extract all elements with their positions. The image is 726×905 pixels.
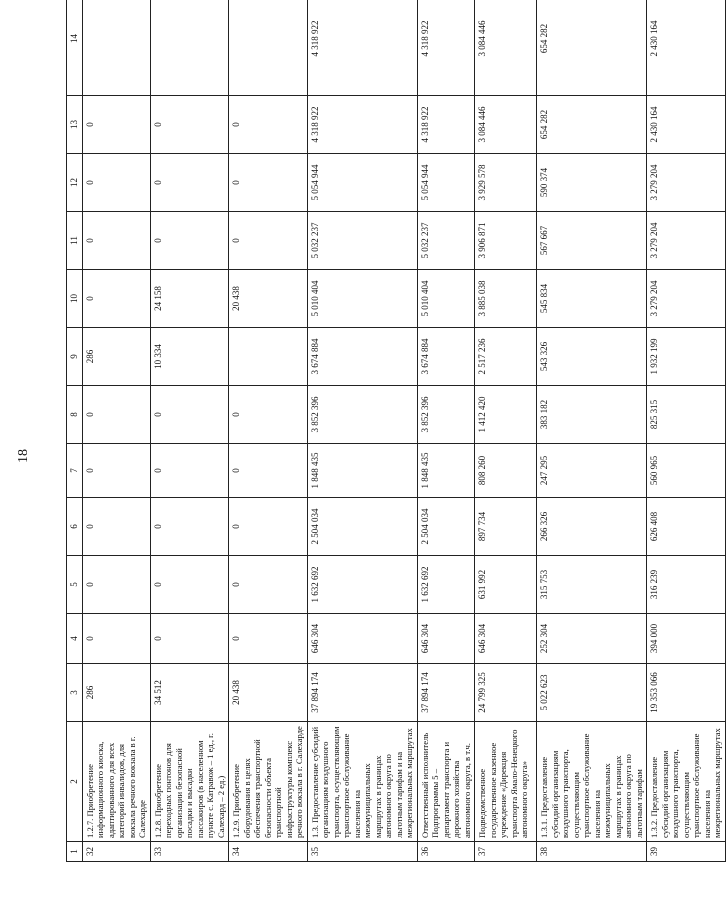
value-cell: 0 (82, 386, 150, 444)
value-cell: 37 894 174 (307, 664, 417, 722)
rotated-table-container (66, 2, 722, 862)
header-cell: 13 (67, 96, 83, 154)
value-cell: 4 318 922 (417, 96, 475, 154)
row-name-cell: Подведомственное государственное казенное учреждение «Дирекция транспорта Ямало-Ненецкого автономного округа» (475, 722, 537, 842)
row-name-cell: 1.3. Предоставление субсидий организациям воздушного транспорта, осуществляющим транспортное обслуживание населения на межмуниципальных маршрутах в границах автономного округа по льготным тарифам и на межрегиональных маршрутах (307, 722, 417, 842)
header-cell: 11 (67, 212, 83, 270)
value-cell: 4 318 922 (307, 96, 417, 154)
header-row (67, 0, 83, 862)
value-cell: 2 504 034 (307, 498, 417, 556)
value-cell: 1 632 692 (417, 556, 475, 614)
header-cell: 9 (67, 328, 83, 386)
row-number-cell: 33 (150, 842, 229, 862)
row-number-cell: 36 (417, 842, 475, 862)
value-cell: 0 (229, 386, 308, 444)
table-row (150, 0, 229, 862)
row-name-cell: 1.2.7. Приобретение информационного киоска, адаптированного для всех категорий инвалидов, для вокзала речного вокзала в г. Салехарде (82, 722, 150, 842)
header-cell: 5 (67, 556, 83, 614)
value-cell: 1 412 420 (475, 386, 537, 444)
header-cell: 4 (67, 614, 83, 664)
table-row (229, 0, 308, 862)
value-cell: 545 834 (537, 270, 647, 328)
value-cell: 2 430 164 (647, 0, 726, 96)
value-cell: 808 260 (475, 444, 537, 498)
value-cell: 286 (82, 328, 150, 386)
value-cell: 897 734 (475, 498, 537, 556)
value-cell: 0 (229, 96, 308, 154)
value-cell: 383 182 (537, 386, 647, 444)
value-cell: 3 929 578 (475, 154, 537, 212)
value-cell: 0 (229, 212, 308, 270)
value-cell: 0 (150, 96, 229, 154)
value-cell: 2 504 034 (417, 498, 475, 556)
header-cell: 1 (67, 842, 83, 862)
value-cell: 5 054 944 (307, 154, 417, 212)
value-cell: 590 374 (537, 154, 647, 212)
value-cell: 0 (82, 614, 150, 664)
value-cell: 654 282 (537, 96, 647, 154)
row-name-cell: 1.2.9. Приобретение оборудования в целях обеспечения транспортной безопасности объекта транспортной инфраструктуры комплекс речного вокзала в г. Салехарде (229, 722, 308, 842)
value-cell: 0 (229, 444, 308, 498)
value-cell: 10 334 (150, 328, 229, 386)
row-name-cell: 1.3.2. Предоставление субсидий организациям воздушного транспорта, осуществляющим транспортное обслуживание населения на межрегиональных маршрутах (647, 722, 726, 842)
value-cell: 34 512 (150, 664, 229, 722)
value-cell: 646 304 (475, 614, 537, 664)
table-row (417, 0, 475, 862)
table-row (82, 0, 150, 862)
value-cell: 266 326 (537, 498, 647, 556)
value-cell: 0 (150, 614, 229, 664)
value-cell: 0 (82, 212, 150, 270)
row-name-cell: Ответственный исполнитель Подпрограммы 5 – департамент транспорта и дорожного хозяйства автономного округа, в т.ч. (417, 722, 475, 842)
value-cell: 646 304 (307, 614, 417, 664)
value-cell: 560 965 (647, 444, 726, 498)
value-cell: 5 054 944 (417, 154, 475, 212)
value-cell: 567 667 (537, 212, 647, 270)
value-cell: 626 408 (647, 498, 726, 556)
value-cell: 0 (150, 212, 229, 270)
value-cell: 394 000 (647, 614, 726, 664)
value-cell: 1 848 435 (417, 444, 475, 498)
value-cell: 24 799 325 (475, 664, 537, 722)
table-row (307, 0, 417, 862)
value-cell: 0 (229, 498, 308, 556)
value-cell: 0 (82, 444, 150, 498)
value-cell: 1 632 692 (307, 556, 417, 614)
table-row (537, 0, 647, 862)
budget-table (66, 0, 726, 862)
table-row (647, 0, 726, 862)
value-cell: 286 (82, 664, 150, 722)
value-cell: 5 032 237 (417, 212, 475, 270)
value-cell: 654 282 (537, 0, 647, 96)
row-number-cell: 35 (307, 842, 417, 862)
value-cell: 3 674 884 (417, 328, 475, 386)
row-number-cell: 39 (647, 842, 726, 862)
value-cell: 24 158 (150, 270, 229, 328)
value-cell: 3 279 204 (647, 212, 726, 270)
page-number: 18 (16, 449, 31, 463)
value-cell: 5 010 404 (307, 270, 417, 328)
row-number-cell: 32 (82, 842, 150, 862)
value-cell: 543 326 (537, 328, 647, 386)
value-cell: 4 318 922 (307, 0, 417, 96)
value-cell: 0 (229, 556, 308, 614)
value-cell: 0 (82, 498, 150, 556)
value-cell: 5 022 623 (537, 664, 647, 722)
row-name-cell: 1.3.1. Предоставление субсидий организациям воздушного транспорта, осуществляющим транспортное обслуживание населения на межмуниципальных маршрутах в границах автономного округа по льготным тарифам (537, 722, 647, 842)
value-cell: 315 753 (537, 556, 647, 614)
value-cell: 247 295 (537, 444, 647, 498)
header-cell: 12 (67, 154, 83, 212)
value-cell: 3 084 446 (475, 0, 537, 96)
value-cell: 0 (150, 154, 229, 212)
row-number-cell: 34 (229, 842, 308, 862)
value-cell: 0 (229, 614, 308, 664)
value-cell: 19 353 066 (647, 664, 726, 722)
table-row (475, 0, 537, 862)
header-cell: 10 (67, 270, 83, 328)
value-cell: 0 (150, 498, 229, 556)
value-cell: 3 906 871 (475, 212, 537, 270)
header-cell: 14 (67, 0, 83, 96)
value-cell: 252 304 (537, 614, 647, 664)
value-cell (229, 328, 308, 386)
value-cell: 825 315 (647, 386, 726, 444)
value-cell: 0 (82, 556, 150, 614)
value-cell: 1 932 199 (647, 328, 726, 386)
value-cell: 2 430 164 (647, 96, 726, 154)
value-cell: 1 848 435 (307, 444, 417, 498)
value-cell: 37 894 174 (417, 664, 475, 722)
empty-cell (229, 0, 308, 96)
header-cell: 6 (67, 498, 83, 556)
value-cell: 631 992 (475, 556, 537, 614)
value-cell: 316 239 (647, 556, 726, 614)
value-cell: 0 (82, 154, 150, 212)
row-number-cell: 38 (537, 842, 647, 862)
empty-cell (150, 0, 229, 96)
empty-cell (82, 0, 150, 96)
value-cell: 646 304 (417, 614, 475, 664)
value-cell: 3 674 884 (307, 328, 417, 386)
row-number-cell: 37 (475, 842, 537, 862)
value-cell: 0 (150, 444, 229, 498)
value-cell: 0 (150, 386, 229, 444)
header-cell: 8 (67, 386, 83, 444)
value-cell: 3 084 446 (475, 96, 537, 154)
header-cell: 2 (67, 722, 83, 842)
value-cell: 20 438 (229, 270, 308, 328)
value-cell: 3 279 204 (647, 270, 726, 328)
value-cell: 0 (82, 96, 150, 154)
value-cell: 3 852 396 (307, 386, 417, 444)
value-cell: 5 032 237 (307, 212, 417, 270)
value-cell: 20 438 (229, 664, 308, 722)
header-cell: 3 (67, 664, 83, 722)
value-cell: 3 279 204 (647, 154, 726, 212)
value-cell: 0 (82, 270, 150, 328)
value-cell: 0 (150, 556, 229, 614)
value-cell: 4 318 922 (417, 0, 475, 96)
value-cell: 2 517 236 (475, 328, 537, 386)
value-cell: 0 (229, 154, 308, 212)
header-cell: 7 (67, 444, 83, 498)
row-name-cell: 1.2.8. Приобретение переходных понтонов для организации безопасной посадки и высадки пассажиров (в населенном пункте с. Катравож – 1 ед., г. Салехард – 2 ед.) (150, 722, 229, 842)
value-cell: 3 852 396 (417, 386, 475, 444)
value-cell: 3 885 038 (475, 270, 537, 328)
value-cell: 5 010 404 (417, 270, 475, 328)
